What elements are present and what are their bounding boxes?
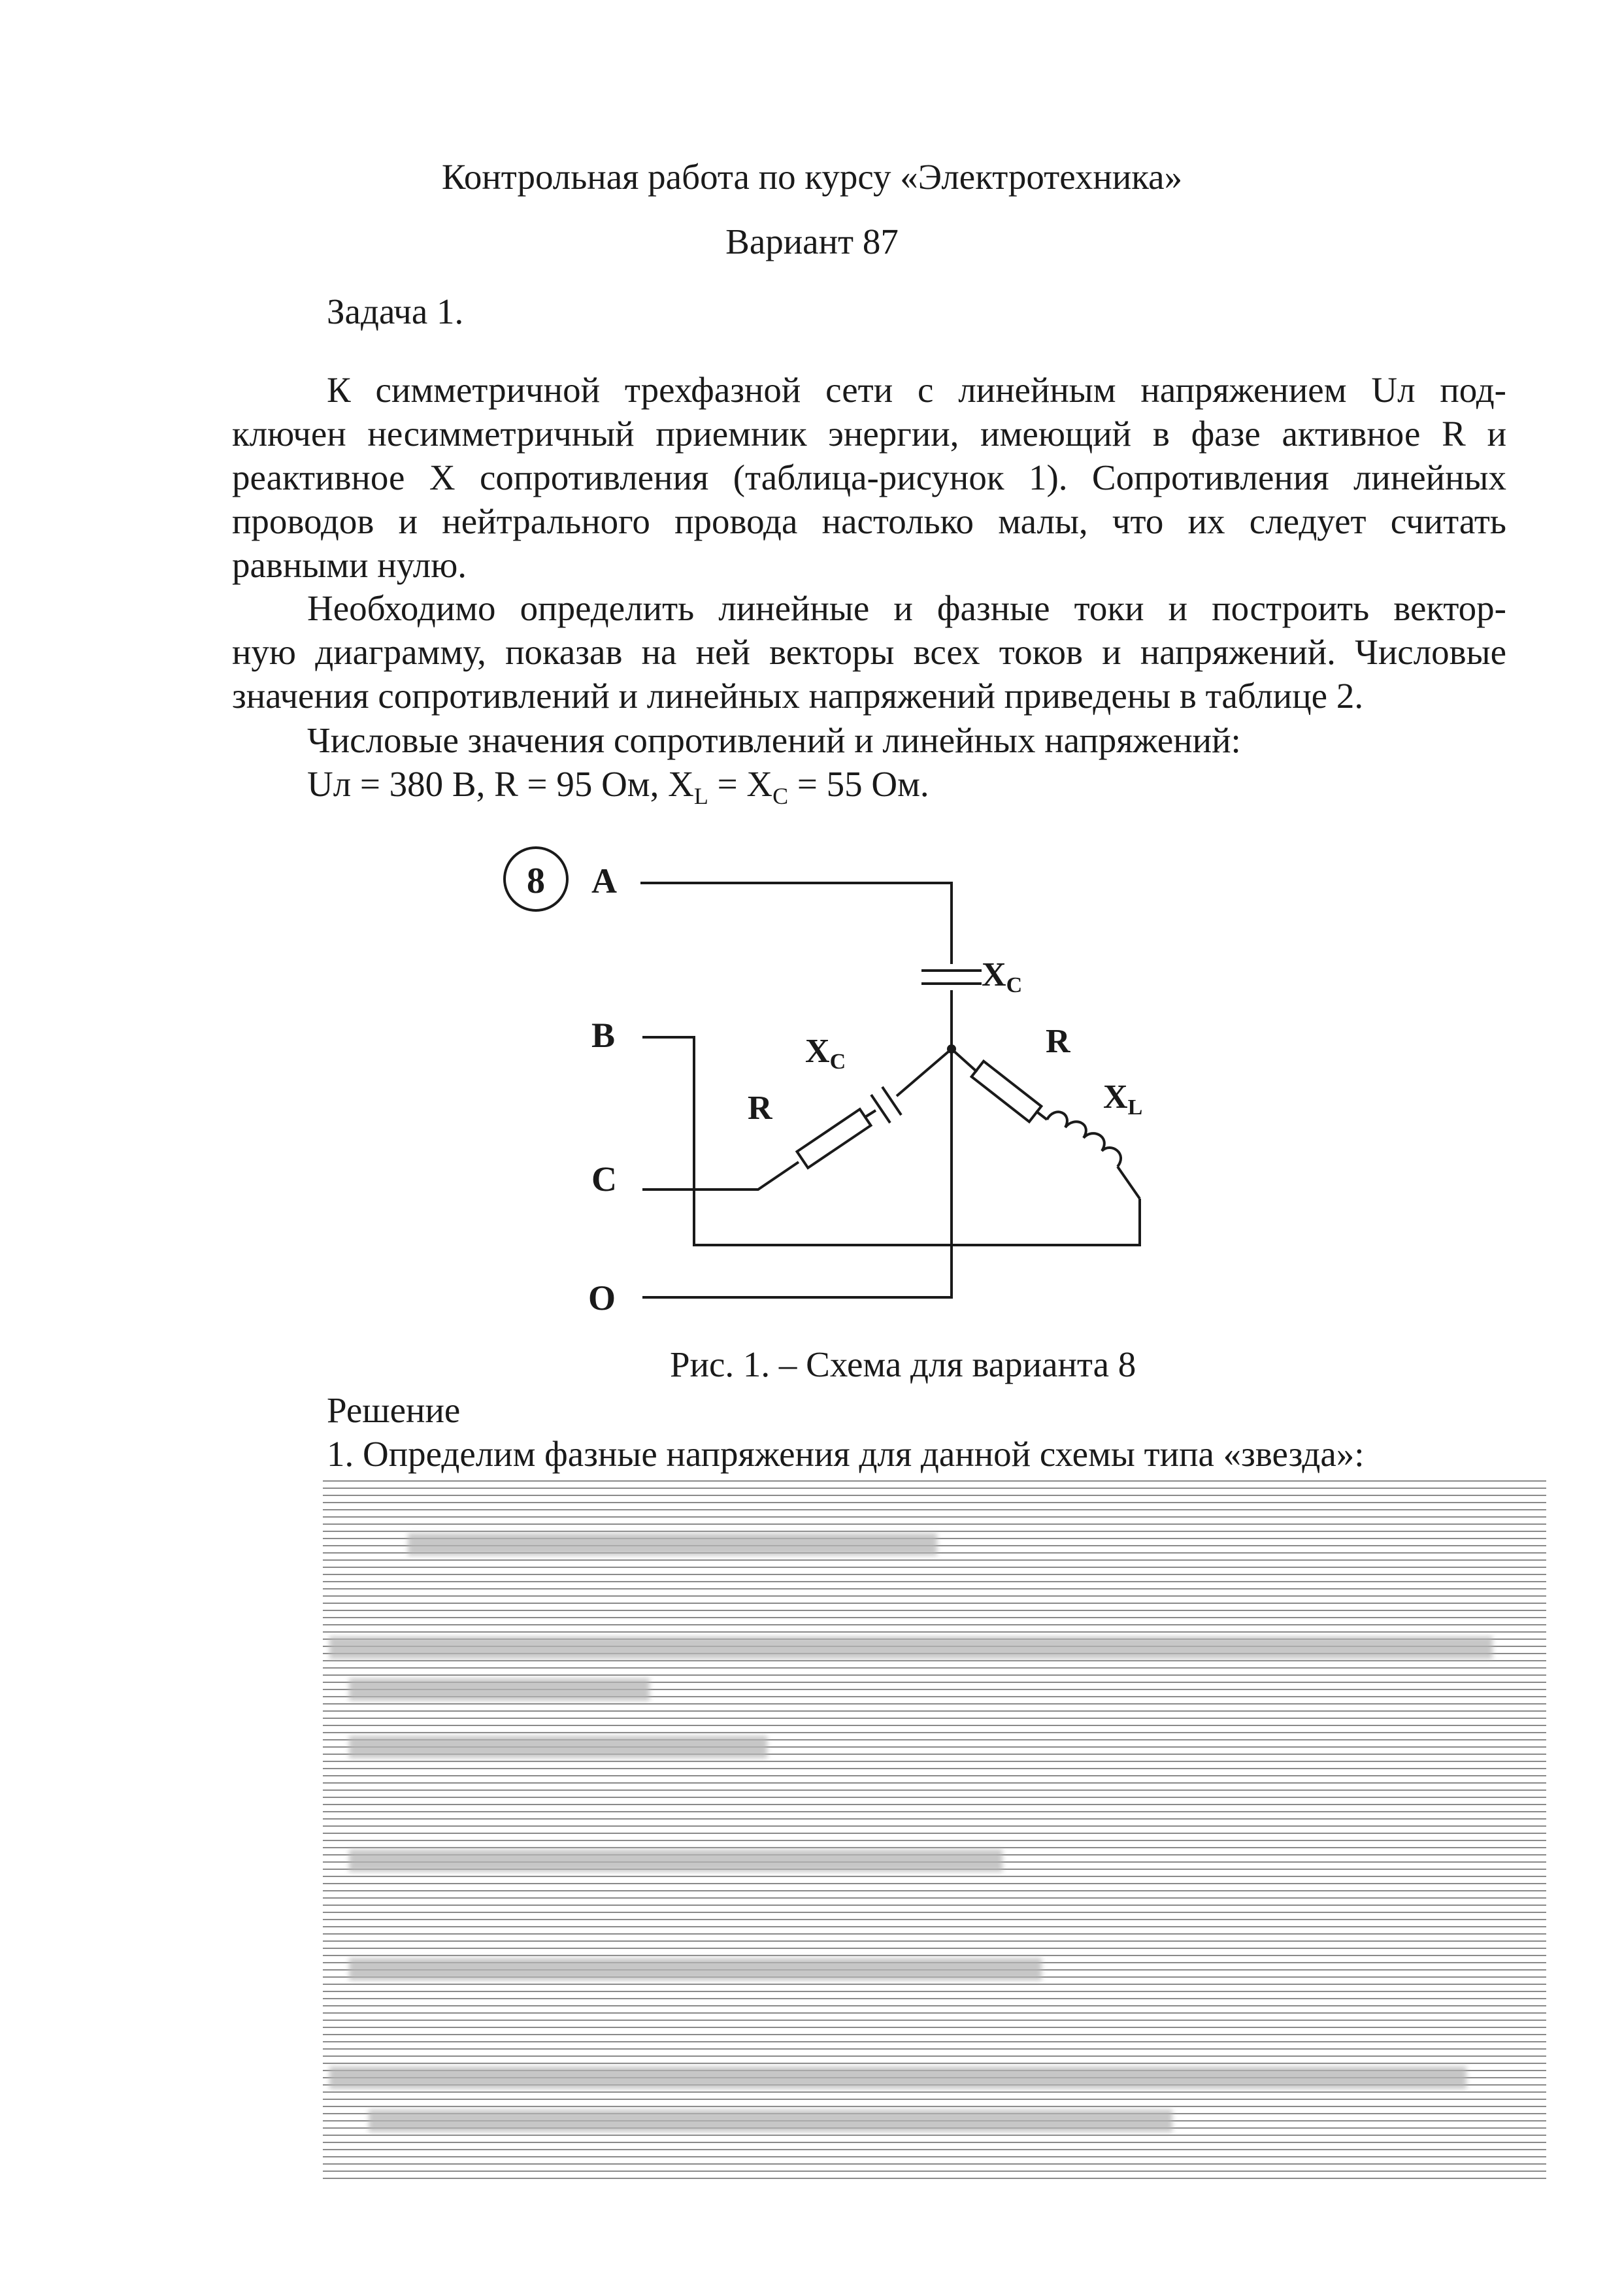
variant-number: 8 [527, 861, 545, 901]
wire-left-mid [865, 1110, 876, 1117]
paragraph1-line5: равными нулю. [232, 545, 467, 585]
paragraph1-line2: ключен несимметричный приемник энергии, имеющий в фазе активное R и [232, 414, 1506, 454]
paragraph2-line1: Необходимо определить линейные и фазные токи и построить вектор- [307, 588, 1506, 628]
paragraph2-line3: значения сопротивлений и линейных напряжений приведены в таблице 2. [232, 676, 1364, 716]
resistor-left [797, 1109, 871, 1168]
wire-right-to-inductor [1036, 1111, 1047, 1120]
document-title: Контрольная работа по курсу «Электротехника» [441, 157, 1183, 197]
wire-o [642, 1049, 952, 1297]
terminal-b-label: B [591, 1016, 616, 1055]
r-left-label: R [748, 1090, 772, 1127]
figure-caption: Рис. 1. – Схема для варианта 8 [670, 1344, 1136, 1384]
solution-step1: 1. Определим фазные напряжения для данной схемы типа «звезда»: [327, 1434, 1365, 1474]
wire-right-to-resistor [952, 1049, 977, 1072]
paragraph2-line2: ную диаграмму, показав на ней векторы всех токов и напряжений. Числовые [232, 632, 1506, 672]
values-label: Числовые значения сопротивлений и линейных напряжений: [307, 720, 1241, 760]
paragraph1-line1: К симметричной трехфазной сети с линейным напряжением Uл под- [327, 370, 1506, 410]
r-right-label: R [1046, 1023, 1070, 1060]
capacitor-left-plate2 [882, 1087, 901, 1115]
wire-a [640, 883, 952, 964]
wire-b [642, 1037, 1143, 1245]
resistor-right [972, 1061, 1042, 1122]
xc-top-label: XC [982, 956, 1023, 997]
wire-c [642, 1162, 799, 1190]
paragraph1-line3: реактивное X сопротивления (таблица-рисунок 1). Сопротивления линейных [232, 458, 1506, 497]
terminal-c-label: C [591, 1159, 617, 1199]
wire-left-to-node [897, 1049, 952, 1096]
terminal-o-label: O [588, 1278, 616, 1318]
capacitor-left-plate1 [871, 1095, 890, 1123]
values-line: Uл = 380 В, R = 95 Ом, $X_L = X_C = 55$ Ом. [307, 764, 929, 809]
xl-label: XL [1103, 1078, 1143, 1120]
variant-label: Вариант 87 [725, 222, 899, 261]
paragraph1-line4: проводов и нейтрального провода настолько малы, что их следует считать [232, 501, 1506, 541]
terminal-a-label: A [591, 861, 617, 901]
obscured-content-overlay [323, 1474, 1546, 2183]
inductor [1047, 1112, 1121, 1167]
solution-heading: Решение [327, 1390, 461, 1430]
xc-left-label: XC [805, 1033, 846, 1074]
task-label: Задача 1. [327, 291, 464, 331]
wire-inductor-to-b [1118, 1167, 1140, 1199]
neutral-node [947, 1044, 956, 1054]
